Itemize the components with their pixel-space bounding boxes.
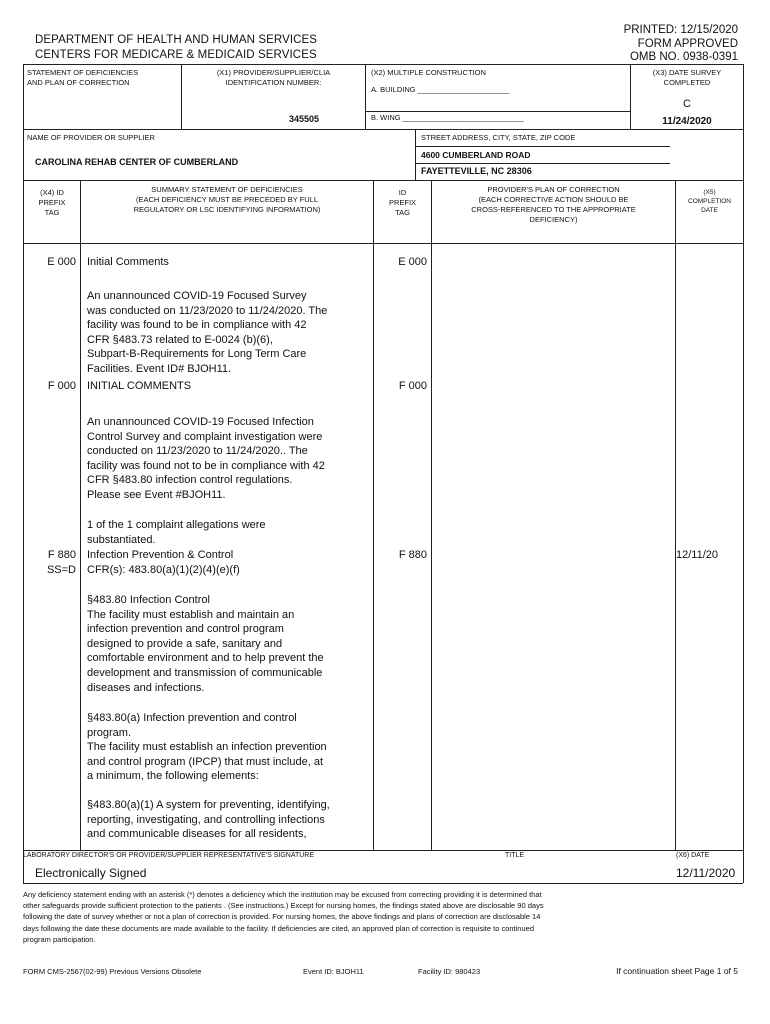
x2-label: (X2) MULTIPLE CONSTRUCTION xyxy=(371,68,486,77)
signature-value: Electronically Signed xyxy=(35,866,147,880)
id-header: ID PREFIX TAG xyxy=(388,188,417,217)
signature-date-label: (X6) DATE xyxy=(676,852,710,859)
survey-date: 11/24/2020 xyxy=(662,116,712,127)
x5-header: (X5) COMPLETION DATE xyxy=(688,189,731,214)
department-name: DEPARTMENT OF HEALTH AND HUMAN SERVICES xyxy=(35,34,318,46)
statement-label: STATEMENT OF DEFICIENCIES AND PLAN OF CORRECTION xyxy=(27,68,139,87)
divider xyxy=(415,129,416,180)
f000-title: INITIAL COMMENTS xyxy=(87,380,192,392)
divider xyxy=(23,883,743,884)
e000-title: Initial Comments xyxy=(87,256,169,268)
page-indicator: If continuation sheet Page 1 of 5 xyxy=(616,966,738,976)
divider xyxy=(365,111,630,112)
f880-prefix-tag: F 880 xyxy=(47,549,76,561)
plan-header: PROVIDER'S PLAN OF CORRECTION (EACH CORRECTIVE ACTION SHOULD BE CROSS-REFERENCED TO THE APPROPRIATE DEFICIENCY) xyxy=(471,185,636,224)
address-line-2: FAYETTEVILLE, NC 28306 xyxy=(421,166,532,176)
f880-paragraph-1: §483.80 Infection Control The facility must establish and maintain an infection prevention and control program designed to provide a safe, sanitary and comfortable environment and to help prevent the development and transmission of communicable diseases and infections. xyxy=(87,594,324,694)
f880-paragraph-3: §483.80(a)(1) A system for preventing, identifying, reporting, investigating, and controlling infections and communicable diseases for all residents, xyxy=(87,799,330,841)
f880-id-tag: F 880 xyxy=(398,549,427,561)
divider xyxy=(23,180,743,181)
signature-label: LABORATORY DIRECTOR'S OR PROVIDER/SUPPLIER REPRESENTATIVE'S SIGNATURE xyxy=(23,852,315,859)
divider xyxy=(365,64,366,129)
facility-id: Facility ID: 980423 xyxy=(418,967,481,976)
building-field: A. BUILDING ______________________ xyxy=(371,85,510,94)
f000-id-tag: F 000 xyxy=(398,380,427,392)
border xyxy=(23,64,24,850)
e000-prefix-tag: E 000 xyxy=(47,256,76,268)
agency-header xyxy=(35,33,317,63)
x1-label: (X1) PROVIDER/SUPPLIER/CLIA IDENTIFICATION NUMBER: xyxy=(216,68,331,87)
printed-date: PRINTED: 12/15/2020 xyxy=(623,24,738,36)
divider xyxy=(415,146,670,147)
divider xyxy=(80,180,81,850)
provider-label: NAME OF PROVIDER OR SUPPLIER xyxy=(27,133,155,142)
divider xyxy=(431,180,432,850)
x4-header: (X4) ID PREFIX TAG xyxy=(38,188,66,217)
divider xyxy=(23,850,743,851)
e000-body: An unannounced COVID-19 Focused Survey was conducted on 11/23/2020 to 11/24/2020. The facility was found to be in compliance with 42 CFR §483.73 related to E-0024 (b)(6), Subpart-B-Requirements for Long Term Care Facilities. Event ID# BJOH11. xyxy=(87,290,328,375)
border xyxy=(743,850,744,883)
top-box-border xyxy=(23,64,743,65)
x3-label: (X3) DATE SURVEY COMPLETED xyxy=(652,68,722,87)
provider-number: 345505 xyxy=(288,114,320,124)
f880-title: Infection Prevention & Control CFR(s): 483.80(a)(1)(2)(4)(e)(f) xyxy=(87,549,240,576)
form-info xyxy=(624,24,738,65)
address-line-1: 4600 CUMBERLAND ROAD xyxy=(421,150,531,160)
divider xyxy=(23,129,743,130)
f880-scope-severity: SS=D xyxy=(46,564,76,576)
border xyxy=(743,64,744,850)
agency-name: CENTERS FOR MEDICARE & MEDICAID SERVICES xyxy=(35,49,317,61)
border xyxy=(23,850,24,883)
divider xyxy=(373,180,374,850)
summary-header: SUMMARY STATEMENT OF DEFICIENCIES (EACH DEFICIENCY MUST BE PRECEDED BY FULL REGULATORY OR LSC IDENTIFYING INFORMATION) xyxy=(133,185,321,214)
signature-date: 12/11/2020 xyxy=(676,866,736,880)
divider xyxy=(23,243,743,244)
survey-type-letter: C xyxy=(683,98,691,110)
divider xyxy=(675,180,676,850)
disclaimer: Any deficiency statement ending with an asterisk (*) denotes a deficiency which the institution may be excused from correcting providing it is determined that other safeguards provide sufficient protection to the patients . (See instructions.) Except for nursing homes, the findings stated above are disclosable 90 days following the date of survey whether or not a plan of correction is provided. For nursing homes, the above findings and plans of correction are disclosable 14 days following the date these documents are made available to the facility. If deficiencies are cited, an approved plan of correction is requisite to continued program participation. xyxy=(23,890,544,944)
form-number: FORM CMS-2567(02-99) Previous Versions Obsolete xyxy=(23,967,202,976)
divider xyxy=(415,163,670,164)
form-approved: FORM APPROVED xyxy=(637,37,738,50)
f000-body: An unannounced COVID-19 Focused Infection Control Survey and complaint investigation were conducted on 11/23/2020 to 11/24/2020.. The facility was found not to be in compliance with 42 CFR §483.80 infection control regulations. Please see Event #BJOH11. xyxy=(87,416,325,501)
wing-field: B. WING _____________________________ xyxy=(371,113,524,122)
event-id: Event ID: BJOH11 xyxy=(303,967,364,976)
f000-complaint: 1 of the 1 complaint allegations were substantiated. xyxy=(87,519,266,546)
f880-paragraph-2: §483.80(a) Infection prevention and control program. The facility must establish an infection prevention and control program (IPCP) that must include, at a minimum, the following elements: xyxy=(87,712,327,783)
omb-number: OMB NO. 0938-0391 xyxy=(629,51,738,63)
f000-prefix-tag: F 000 xyxy=(47,380,76,392)
e000-id-tag: E 000 xyxy=(398,256,427,268)
f880-completion-date: 12/11/20 xyxy=(676,549,719,561)
title-label: TITLE xyxy=(505,852,525,859)
address-label: STREET ADDRESS, CITY, STATE, ZIP CODE xyxy=(421,133,576,142)
provider-name: CAROLINA REHAB CENTER OF CUMBERLAND xyxy=(35,157,239,167)
